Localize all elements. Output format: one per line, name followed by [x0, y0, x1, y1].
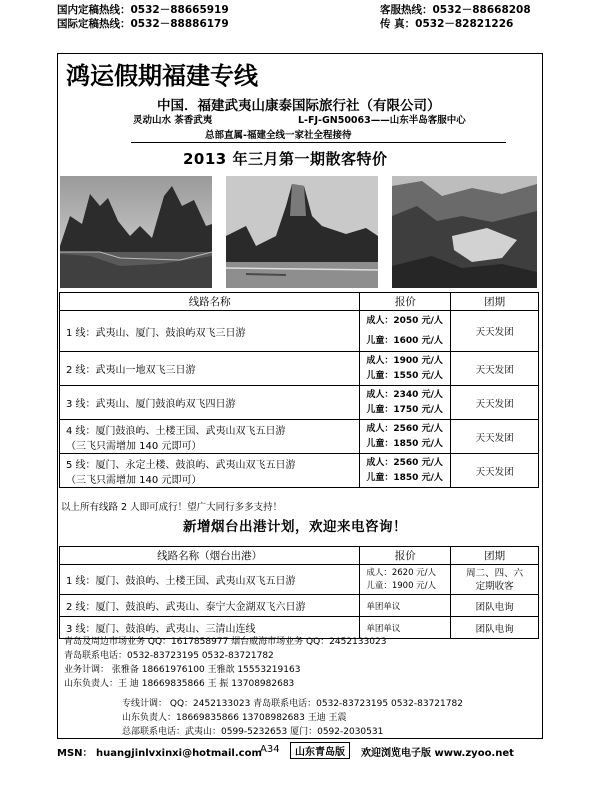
child-price: 儿童：1600 元/人 — [366, 336, 443, 346]
route-schedule: 天天发团 — [451, 420, 539, 454]
group-note: 以上所有线路 2 人即可成行！望广大同行多多支持！ — [61, 502, 283, 513]
table-row — [60, 386, 539, 420]
route-name: 2 线：武夷山一地双飞三日游 — [60, 352, 360, 386]
route-price: 单团单议 — [360, 617, 451, 639]
table-row — [60, 565, 539, 595]
route-price — [360, 454, 451, 488]
route-schedule: 天天发团 — [451, 311, 539, 352]
child-price: 儿童：1750 元/人 — [366, 404, 443, 415]
child-price: 儿童：1550 元/人 — [366, 370, 443, 381]
company-name: 中国．福建武夷山康泰国际旅行社（有限公司） — [157, 98, 441, 114]
contact-qq-line: 青岛及周边市场业务 QQ：1617858977 烟台威海市场业务 QQ：2452133023 — [64, 637, 387, 647]
child-price: 儿童：1900 元/人 — [366, 580, 437, 591]
yantai-routes-table — [59, 546, 539, 639]
route-price — [360, 565, 451, 595]
photo-wuyi-lake — [392, 176, 537, 288]
route-price — [360, 386, 451, 420]
col-schedule: 团期 — [451, 293, 539, 311]
contact2-managers-line: 山东负责人：18669835866 13708982683 王迪 王震 — [122, 713, 347, 723]
adult-price: 成人：2620 元/人 — [366, 567, 437, 578]
hq-tagline: 总部直属-福建全线一家社全程接待 — [205, 130, 352, 141]
route-schedule: 团队电询 — [451, 595, 539, 617]
route-subnote: （三飞只需增加 140 元即可） — [66, 474, 202, 486]
photo-wuyi-peak — [226, 176, 378, 288]
routes-table — [59, 292, 539, 488]
contact-managers-line: 山东负责人：王 迪 18669835866 王 振 13708982683 — [64, 679, 295, 689]
slogan: 灵动山水 茶香武夷 — [133, 115, 213, 126]
table-row — [60, 454, 539, 488]
photo-wuyi-river — [60, 176, 212, 288]
brand-title: 鸿运假期福建专线 — [66, 61, 258, 90]
route-name: 2 线：厦门、鼓浪屿、武夷山、泰宁大金湖双飞六日游 — [60, 595, 360, 617]
route-schedule: 天天发团 — [451, 386, 539, 420]
edition-badge: 山东青岛版 — [290, 742, 350, 759]
col-price: 报价 — [360, 547, 451, 565]
route-name: 3 线：厦门、鼓浪屿、武夷山、三清山连线 — [60, 617, 360, 639]
contact-planners-line: 业务计调： 张雅备 18661976100 王雅歆 15553219163 — [64, 665, 301, 675]
welcome-url[interactable]: 欢迎浏览电子版 www.zyoo.net — [361, 748, 514, 759]
route-subnote: （三飞只需增加 140 元即可） — [66, 440, 202, 452]
divider — [131, 142, 506, 143]
adult-price: 成人：1900 元/人 — [366, 355, 443, 366]
route-schedule: 团队电询 — [451, 617, 539, 639]
child-price: 儿童：1850 元/人 — [366, 472, 443, 483]
schedule-note: 定期收客 — [475, 580, 514, 592]
domestic-hotline: 国内定稿热线：0532－88665919 — [57, 4, 229, 16]
license-service-center: L-FJ-GN50063——山东半岛客服中心 — [298, 115, 466, 126]
service-hotline: 客服热线：0532－88668208 — [380, 4, 531, 16]
route-price — [360, 311, 451, 352]
child-price: 儿童：1850 元/人 — [366, 438, 443, 449]
adult-price: 成人：2560 元/人 — [366, 457, 443, 468]
route-schedule — [451, 565, 539, 595]
schedule-days: 周二、四、六 — [466, 567, 524, 579]
promo-banner: 2013 年三月第一期散客特价 — [183, 150, 388, 168]
yantai-headline: 新增烟台出港计划，欢迎来电咨询！ — [183, 519, 407, 535]
adult-price: 成人：2560 元/人 — [366, 423, 443, 434]
col-price: 报价 — [360, 293, 451, 311]
contact2-hq-line: 总部联系电话：武夷山：0599-5232653 厦门：0592-2030531 — [122, 727, 384, 737]
table-row — [60, 352, 539, 386]
intl-hotline: 国际定稿热线：0532－88886179 — [57, 18, 229, 30]
contact-phone-line: 青岛联系电话：0532-83723195 0532-83721782 — [64, 651, 274, 661]
adult-price: 成人：2340 元/人 — [366, 389, 443, 400]
col-route: 线路名称 — [60, 293, 360, 311]
table-row — [60, 311, 539, 352]
route-name: 3 线：武夷山、厦门鼓浪屿双飞四日游 — [60, 386, 360, 420]
route-price — [360, 352, 451, 386]
col-route: 线路名称（烟台出港） — [60, 547, 360, 565]
route-schedule: 天天发团 — [451, 454, 539, 488]
route-name: 1 线：厦门、鼓浪屿、土楼王国、武夷山双飞五日游 — [60, 565, 360, 595]
route-title: 4 线：厦门鼓浪屿、土楼王国、武夷山双飞五日游 — [66, 425, 286, 437]
table-row — [60, 420, 539, 454]
route-name — [60, 420, 360, 454]
contact2-qq-line: 专线计调： QQ：2452133023 青岛联系电话：0532-83723195 0532-83721782 — [122, 699, 463, 709]
route-name: 1 线：武夷山、厦门、鼓浪屿双飞三日游 — [60, 311, 360, 352]
msn-contact: MSN： huangjinlvxinxi@hotmail.com — [57, 748, 262, 759]
route-price — [360, 420, 451, 454]
fax-number: 传 真：0532－82821226 — [380, 18, 514, 30]
table-row — [60, 595, 539, 617]
col-schedule: 团期 — [451, 547, 539, 565]
route-name — [60, 454, 360, 488]
route-schedule: 天天发团 — [451, 352, 539, 386]
adult-price: 成人：2050 元/人 — [366, 316, 443, 326]
page-number: A34 — [260, 744, 280, 755]
route-title: 5 线：厦门、永定土楼、鼓浪屿、武夷山双飞五日游 — [66, 459, 296, 471]
route-price: 单团单议 — [360, 595, 451, 617]
